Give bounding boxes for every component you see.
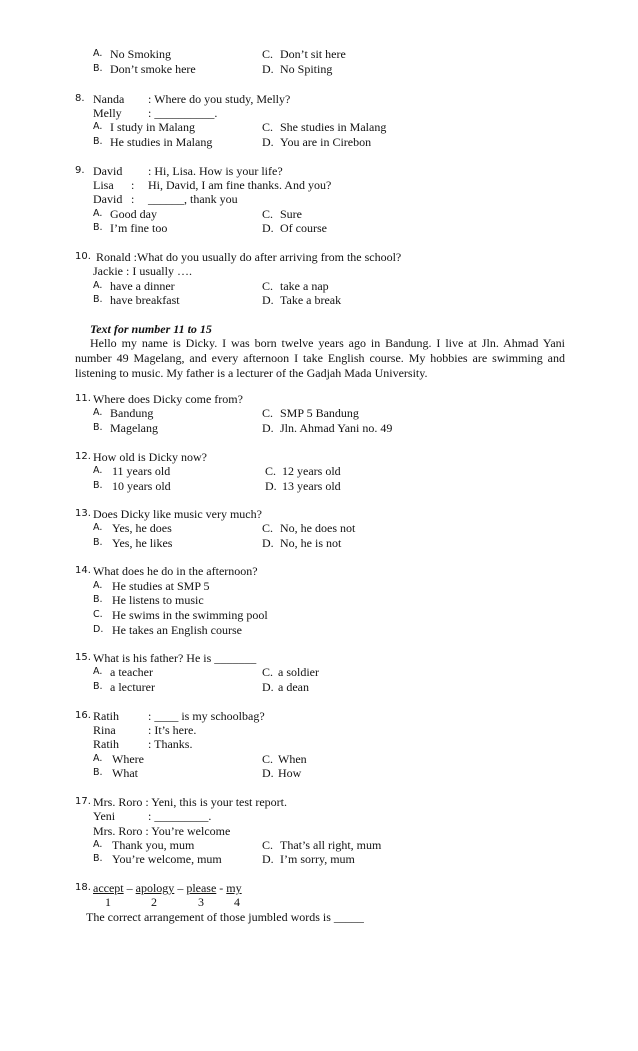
q8-option-c: She studies in Malang bbox=[280, 120, 387, 134]
q13-number: 13. bbox=[75, 508, 91, 519]
q7-option-b: Don’t smoke here bbox=[110, 62, 196, 76]
q15-option-d: a dean bbox=[278, 680, 309, 694]
q13-question: Does Dicky like music very much? bbox=[93, 507, 262, 521]
q9-dialog-3: ______, thank you bbox=[148, 192, 238, 206]
option-marker-a: A. bbox=[93, 465, 103, 476]
q12-option-d-marker: D. bbox=[265, 479, 277, 493]
q13-option-d: No, he is not bbox=[280, 536, 342, 550]
q9-option-d: Of course bbox=[280, 221, 327, 235]
q10-option-a: have a dinner bbox=[110, 279, 175, 293]
q8-dialog-1: : Where do you study, Melly? bbox=[148, 92, 291, 106]
option-marker-a: A. bbox=[93, 208, 103, 219]
option-marker-a: A. bbox=[93, 666, 103, 677]
q17-dialog-3: Mrs. Roro : You’re welcome bbox=[93, 824, 231, 838]
q8-dialog-2: : __________. bbox=[148, 106, 218, 120]
q14-number: 14. bbox=[75, 565, 91, 576]
option-marker-a: A. bbox=[93, 580, 103, 591]
q9-option-b: I’m fine too bbox=[110, 221, 168, 235]
q17-dialog-1: Mrs. Roro : Yeni, this is your test report. bbox=[93, 795, 288, 809]
q9-option-d-marker: D. bbox=[262, 221, 274, 235]
option-marker-b: B. bbox=[93, 853, 103, 864]
option-marker-b: B. bbox=[93, 136, 103, 147]
q18-word-1: accept bbox=[93, 881, 124, 895]
q16-speaker-2: Rina bbox=[93, 723, 116, 737]
q16-speaker-3: Ratih bbox=[93, 737, 119, 751]
q12-question: How old is Dicky now? bbox=[93, 450, 207, 464]
q17-option-b: You’re welcome, mum bbox=[112, 852, 222, 866]
q17-option-d-marker: D. bbox=[262, 852, 274, 866]
q16-option-d: How bbox=[278, 766, 302, 780]
q18-word-2: apology bbox=[135, 881, 175, 895]
q18-index-1: 1 bbox=[105, 895, 111, 909]
q11-option-c-marker: C. bbox=[262, 406, 274, 420]
q10-option-d: Take a break bbox=[280, 293, 342, 307]
q17-option-c: That’s all right, mum bbox=[280, 838, 382, 852]
q16-option-a: Where bbox=[112, 752, 144, 766]
q17-option-d: I’m sorry, mum bbox=[280, 852, 355, 866]
q9-option-c: Sure bbox=[280, 207, 302, 221]
q17-dialog-2: : _________. bbox=[148, 809, 212, 823]
q14-option-a: He studies at SMP 5 bbox=[112, 579, 210, 593]
q7-option-d: No Spiting bbox=[280, 62, 333, 76]
q12-number: 12. bbox=[75, 451, 91, 462]
q16-dialog-1: : ____ is my schoolbag? bbox=[148, 709, 265, 723]
q11-option-d-marker: D. bbox=[262, 421, 274, 435]
q15-question: What is his father? He is _______ bbox=[93, 651, 257, 665]
option-marker-b: B. bbox=[93, 222, 103, 233]
option-marker-b: B. bbox=[93, 294, 103, 305]
q8-option-c-marker: C. bbox=[262, 120, 274, 134]
q9-separator-3: : bbox=[131, 192, 135, 206]
q7-option-c: Don’t sit here bbox=[280, 47, 346, 61]
q13-option-a: Yes, he does bbox=[112, 521, 172, 535]
q8-option-b: He studies in Malang bbox=[110, 135, 213, 149]
q7-option-c-marker: C. bbox=[262, 47, 274, 61]
q15-option-d-marker: D. bbox=[262, 680, 274, 694]
q18-index-4: 4 bbox=[234, 895, 240, 909]
q8-option-d: You are in Cirebon bbox=[280, 135, 372, 149]
reading-passage: Hello my name is Dicky. I was born twelve years ago in Bandung. I live at Jln. Ahmad Yani number 49 Magelang, and every afternoon I take English course. My hobbies are swimming and listening to music. My father is a lecturer of the Gadjah Mada University. bbox=[75, 336, 565, 380]
q11-option-c: SMP 5 Bandung bbox=[280, 406, 359, 420]
q8-option-d-marker: D. bbox=[262, 135, 274, 149]
q11-number: 11. bbox=[75, 393, 91, 404]
q7-option-a: No Smoking bbox=[110, 47, 172, 61]
option-marker-a: A. bbox=[93, 48, 103, 59]
option-marker-a: A. bbox=[93, 522, 103, 533]
q18-separator-1: – bbox=[123, 881, 136, 895]
q9-speaker-2: Lisa bbox=[93, 178, 114, 192]
q18-number: 18. bbox=[75, 882, 91, 893]
q15-number: 15. bbox=[75, 652, 91, 663]
q16-option-c-marker: C. bbox=[262, 752, 274, 766]
q14-option-b: He listens to music bbox=[112, 593, 204, 607]
q10-number: 10. bbox=[75, 251, 91, 262]
q15-option-b: a lecturer bbox=[110, 680, 155, 694]
option-marker-b: B. bbox=[93, 422, 103, 433]
q17-speaker-2: Yeni bbox=[93, 809, 116, 823]
q10-dialog-2: Jackie : I usually …. bbox=[93, 264, 192, 278]
q14-question: What does he do in the afternoon? bbox=[93, 564, 258, 578]
q12-option-a: 11 years old bbox=[112, 464, 171, 478]
q9-speaker-1: David bbox=[93, 164, 123, 178]
option-marker-a: A. bbox=[93, 753, 103, 764]
q18-jumbled-words bbox=[93, 881, 242, 895]
option-marker-b: B. bbox=[93, 681, 103, 692]
q18-separator-3: - bbox=[216, 881, 227, 895]
q16-dialog-3: : Thanks. bbox=[148, 737, 193, 751]
option-marker-a: A. bbox=[93, 280, 103, 291]
q10-option-c-marker: C. bbox=[262, 279, 274, 293]
q12-option-d: 13 years old bbox=[282, 479, 341, 493]
q10-option-d-marker: D. bbox=[262, 293, 274, 307]
q10-dialog-1: Ronald :What do you usually do after arriving from the school? bbox=[96, 250, 402, 264]
q18-index-2: 2 bbox=[151, 895, 157, 909]
option-marker-a: A. bbox=[93, 839, 103, 850]
q11-option-d: Jln. Ahmad Yani no. 49 bbox=[280, 421, 393, 435]
q9-separator-2: : bbox=[131, 178, 135, 192]
q9-option-c-marker: C. bbox=[262, 207, 274, 221]
q9-dialog-2: Hi, David, I am fine thanks. And you? bbox=[148, 178, 332, 192]
q15-option-a: a teacher bbox=[110, 665, 153, 679]
q18-word-4: my bbox=[226, 881, 242, 895]
option-marker-b: B. bbox=[93, 480, 103, 491]
option-marker-b: B. bbox=[93, 594, 103, 605]
q10-option-c: take a nap bbox=[280, 279, 329, 293]
option-marker-b: B. bbox=[93, 767, 103, 778]
q17-option-a: Thank you, mum bbox=[112, 838, 195, 852]
q14-option-d: He takes an English course bbox=[112, 623, 242, 637]
reading-heading: Text for number 11 to 15 bbox=[90, 322, 212, 336]
q18-index-3: 3 bbox=[198, 895, 204, 909]
q11-option-b: Magelang bbox=[110, 421, 158, 435]
q15-option-c: a soldier bbox=[278, 665, 319, 679]
option-marker-b: B. bbox=[93, 63, 103, 74]
option-marker-b: B. bbox=[93, 537, 103, 548]
q8-speaker-1: Nanda bbox=[93, 92, 125, 106]
q13-option-d-marker: D. bbox=[262, 536, 274, 550]
q13-option-b: Yes, he likes bbox=[112, 536, 173, 550]
q7-option-d-marker: D. bbox=[262, 62, 274, 76]
q17-option-c-marker: C. bbox=[262, 838, 274, 852]
q11-option-a: Bandung bbox=[110, 406, 154, 420]
q14-option-c: He swims in the swimming pool bbox=[112, 608, 268, 622]
q18-word-3: please bbox=[186, 881, 217, 895]
option-marker-a: A. bbox=[93, 407, 103, 418]
q8-speaker-2: Melly bbox=[93, 106, 122, 120]
q16-dialog-2: : It’s here. bbox=[148, 723, 197, 737]
q10-option-b: have breakfast bbox=[110, 293, 180, 307]
q16-option-b: What bbox=[112, 766, 138, 780]
q9-speaker-3: David bbox=[93, 192, 123, 206]
q15-option-c-marker: C. bbox=[262, 665, 274, 679]
q16-number: 16. bbox=[75, 710, 91, 721]
q12-option-c: 12 years old bbox=[282, 464, 341, 478]
option-marker-d: D. bbox=[93, 624, 104, 635]
option-marker-c: C. bbox=[93, 609, 103, 620]
q8-option-a: I study in Malang bbox=[110, 120, 195, 134]
q16-option-d-marker: D. bbox=[262, 766, 274, 780]
q18-instruction: The correct arrangement of those jumbled words is _____ bbox=[86, 910, 364, 924]
q13-option-c-marker: C. bbox=[262, 521, 274, 535]
q11-question: Where does Dicky come from? bbox=[93, 392, 243, 406]
q16-speaker-1: Ratih bbox=[93, 709, 119, 723]
option-marker-a: A. bbox=[93, 121, 103, 132]
q9-dialog-1: : Hi, Lisa. How is your life? bbox=[148, 164, 283, 178]
q16-option-c: When bbox=[278, 752, 307, 766]
q18-separator-2: – bbox=[174, 881, 187, 895]
q8-number: 8. bbox=[75, 93, 85, 104]
q13-option-c: No, he does not bbox=[280, 521, 356, 535]
q9-option-a: Good day bbox=[110, 207, 157, 221]
q12-option-c-marker: C. bbox=[265, 464, 277, 478]
q9-number: 9. bbox=[75, 165, 85, 176]
q17-number: 17. bbox=[75, 796, 91, 807]
q12-option-b: 10 years old bbox=[112, 479, 171, 493]
